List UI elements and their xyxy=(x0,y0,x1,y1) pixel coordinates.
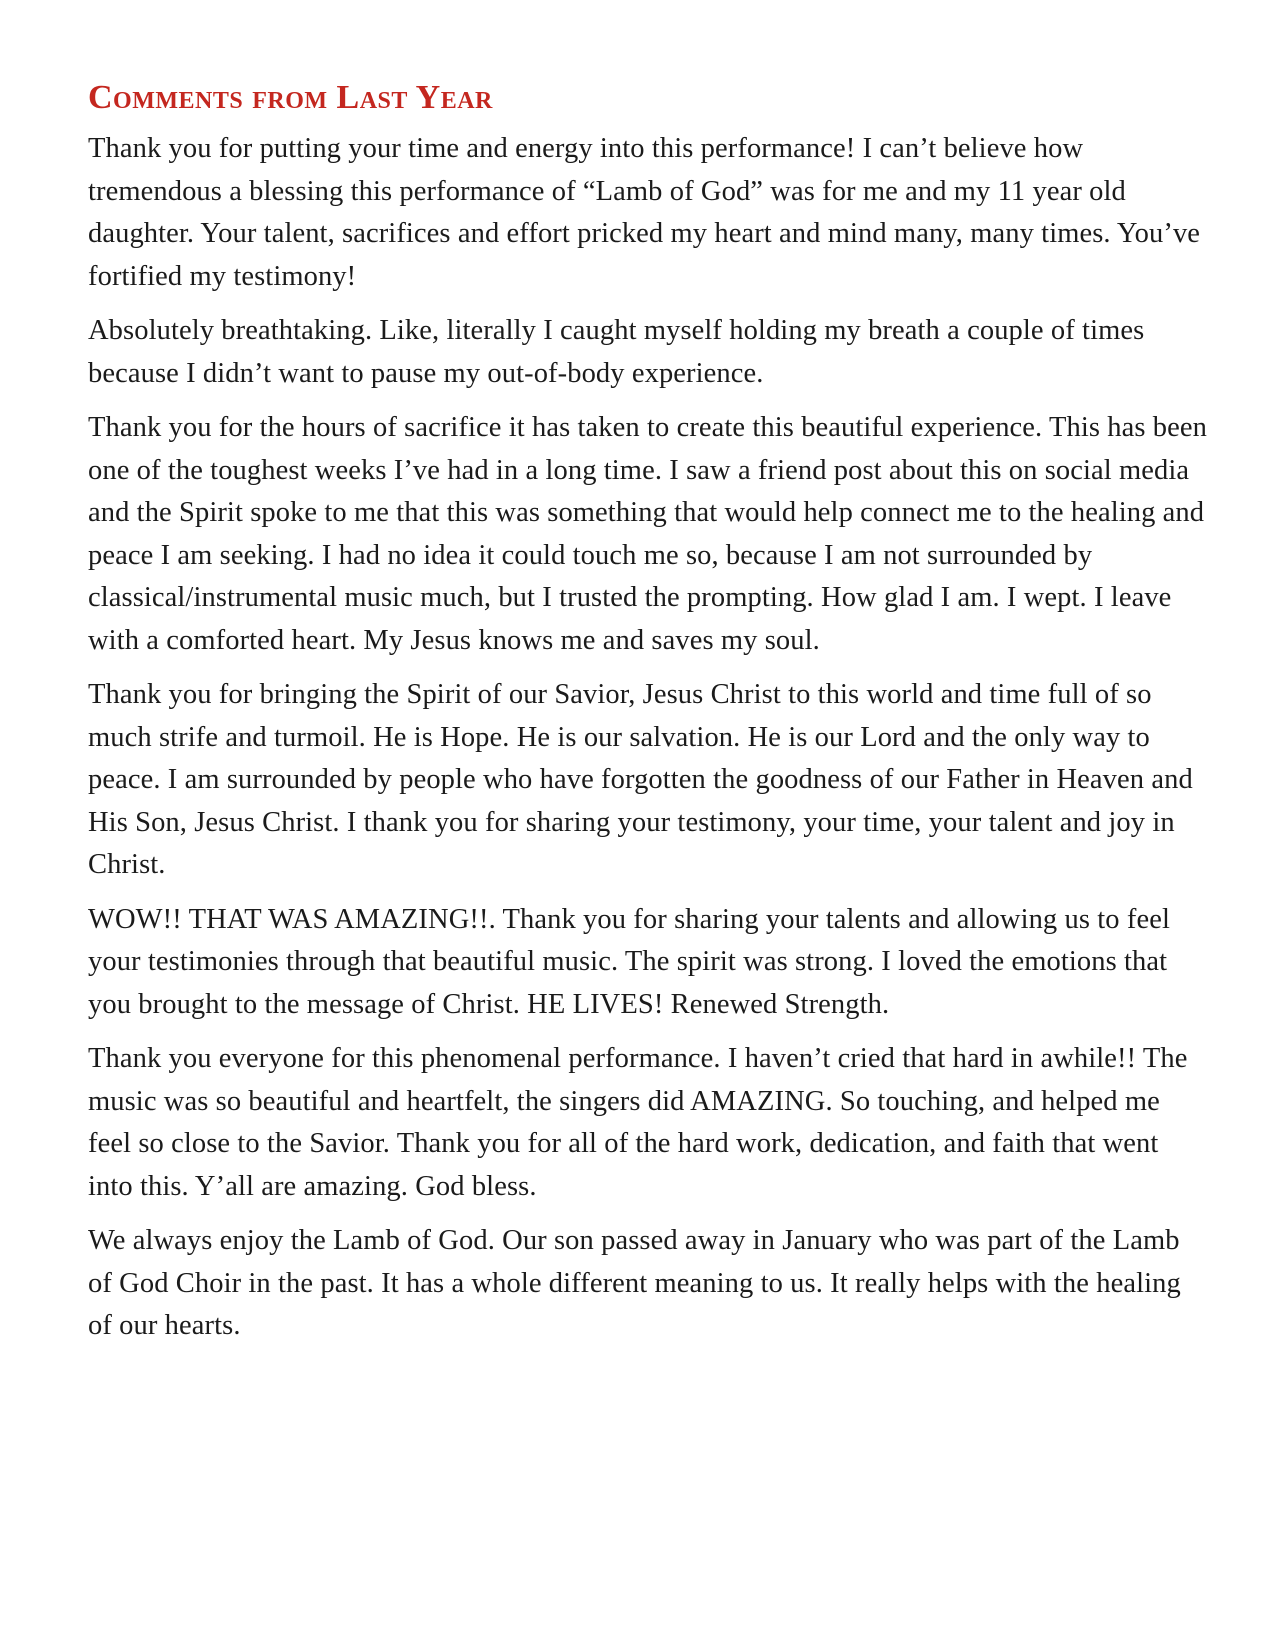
document-page xyxy=(88,76,1208,1360)
comment-paragraph: Thank you for the hours of sacrifice it has taken to create this beautiful experience. This has been one of the toughest weeks I’ve had in a long time. I saw a friend post about this on social media and the Spirit spoke to me that this was something that would help connect me to the healing and peace I am seeking. I had no idea it could touch me so, because I am not surrounded by classical/instrumental music much, but I trusted the prompting. How glad I am. I wept. I leave with a comforted heart. My Jesus knows me and saves my soul. xyxy=(88,412,1207,656)
comment-paragraph: Thank you for putting your time and energy into this performance! I can’t believe how tremendous a blessing this performance of “Lamb of God” was for me and my 11 year old daughter. Your talent, sacrifices and effort pricked my heart and mind many, many times. You’ve fortified my testimony! xyxy=(88,133,1201,292)
section-heading: Comments from Last Year xyxy=(88,79,493,116)
comment-paragraph: WOW!! THAT WAS AMAZING!!. Thank you for sharing your talents and allowing us to feel your testimonies through that beautiful music. The spirit was strong. I loved the emotions that you brought to the message of Christ. HE LIVES! Renewed Strength. xyxy=(88,903,1170,1020)
comment-paragraph: Thank you everyone for this phenomenal performance. I haven’t cried that hard in awhile!! The music was so beautiful and heartfelt, the singers did AMAZING. So touching, and helped me feel so close to the Savior. Thank you for all of the hard work, dedication, and faith that went into this. Y’all are amazing. God bless. xyxy=(88,1043,1188,1202)
comment-paragraph: We always enjoy the Lamb of God. Our son passed away in January who was part of the Lamb of God Choir in the past. It has a whole different meaning to us. It really helps with the healing of our hearts. xyxy=(88,1225,1181,1341)
comment-paragraph: Absolutely breathtaking. Like, literally I caught myself holding my breath a couple of times because I didn’t want to pause my out-of-body experience. xyxy=(88,315,1145,389)
comment-paragraph: Thank you for bringing the Spirit of our Savior, Jesus Christ to this world and time full of so much strife and turmoil. He is Hope. He is our salvation. He is our Lord and the only way to peace. I am surrounded by people who have forgotten the goodness of our Father in Heaven and His Son, Jesus Christ. I thank you for sharing your testimony, your time, your talent and joy in Christ. xyxy=(88,679,1193,880)
